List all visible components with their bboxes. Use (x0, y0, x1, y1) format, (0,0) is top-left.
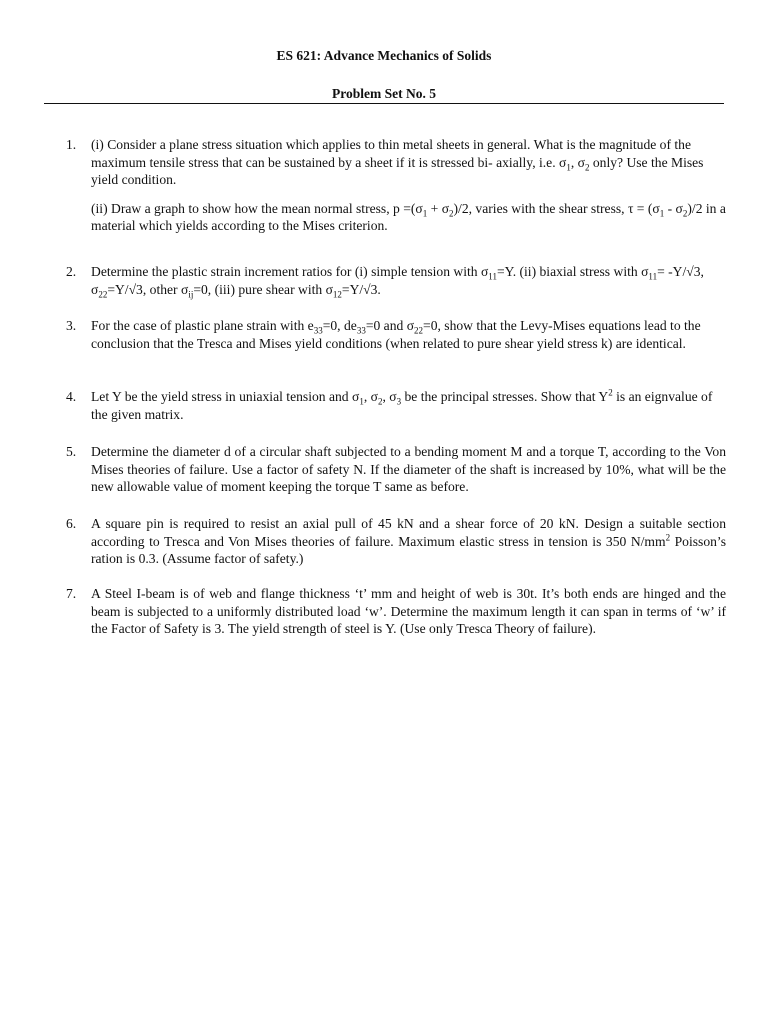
problem-number: 4. (66, 389, 77, 404)
problem-text: Let Y be the yield stress in uniaxial tension and $\sigma_1$, $\sigma_2$, $\sigma_3$ be the principal stresses. Show that $Y^2$ is an eignvalue of the given matrix. (91, 387, 713, 422)
problem-number: 5. (66, 444, 77, 459)
problem-text: (i) Consider a plane stress situation which applies to thin metal sheets in general. What is the magnitude of the maximum tensile stress that can be sustained by a sheet if it is stressed bi- axially, i.e. $\sigma_1$, $\sigma_2$ only? Use the Mises yield condition. (91, 137, 704, 187)
problem-text: Determine the plastic strain increment ratios for (i) simple tension with $\sigma_{11}=Y$. (ii) biaxial stress with $\sigma_{11}= -Y/√3$, $\sigma_{22}=Y/√3$, other $\sigma_{ij}=0$, (iii) pure shear with $\sigma_{12}=Y/√3$. (91, 264, 704, 300)
problem-text: (ii) Draw a graph to show how the mean normal stress, $p =(\sigma_1 + \sigma_2)/2$, varies with the shear stress, $\tau = (\sigma_1 - \sigma_2)/2$ in a material which yields according to the Mises criterion. (91, 200, 726, 233)
problem-number: 2. (66, 264, 77, 279)
page-subtitle: Problem Set No. 5 (332, 86, 436, 101)
problem-1 (66, 136, 726, 235)
problem-5 (66, 443, 726, 496)
problem-number: 7. (66, 586, 77, 601)
problem-text: A Steel I-beam is of web and flange thickness ‘t’ mm and height of web is 30t. It’s both ends are hinged and the beam is subjected to a uniformly distributed load ‘w’. Determine the maximum length it can span in terms of ‘w’ if the Factor of Safety is 3. The yield strength of steel is Y. (Use only Tresca Theory of failure). (91, 586, 726, 636)
problem-text: Determine the diameter d of a circular shaft subjected to a bending moment M and a torque T, according to the Von Mises theories of failure. Use a factor of safety N. If the diameter of the shaft is increased by 10%, what will be the new allowable value of moment keeping the torque T same as before. (91, 444, 726, 494)
problem-number: 6. (66, 516, 77, 531)
header-divider (44, 103, 724, 104)
problem-number: 1. (66, 137, 77, 152)
problem-text: A square pin is required to resist an axial pull of 45 kN and a shear force of 20 kN. Design a suitable section according to Tresca and Von Mises theories of failure. Maximum elastic stress in tension is 350 $N/mm^2$ Poisson’s ration is 0.3. (Assume factor of safety.) (91, 516, 726, 566)
problem-7 (66, 585, 726, 638)
page-title: ES 621: Advance Mechanics of Solids (276, 48, 492, 63)
problem-3 (66, 317, 726, 352)
problem-6 (66, 515, 726, 568)
problem-number: 3. (66, 318, 77, 333)
problem-2 (66, 263, 726, 298)
problem-4 (66, 388, 726, 423)
problem-text: For the case of plastic plane strain with $e_{33}=0$, $de_{33}=0$ and $\sigma_{22}=0$, show that the Levy-Mises equations lead to the conclusion that the Tresca and Mises yield conditions (when related to pure shear yield stress k) are identical. (91, 318, 701, 351)
